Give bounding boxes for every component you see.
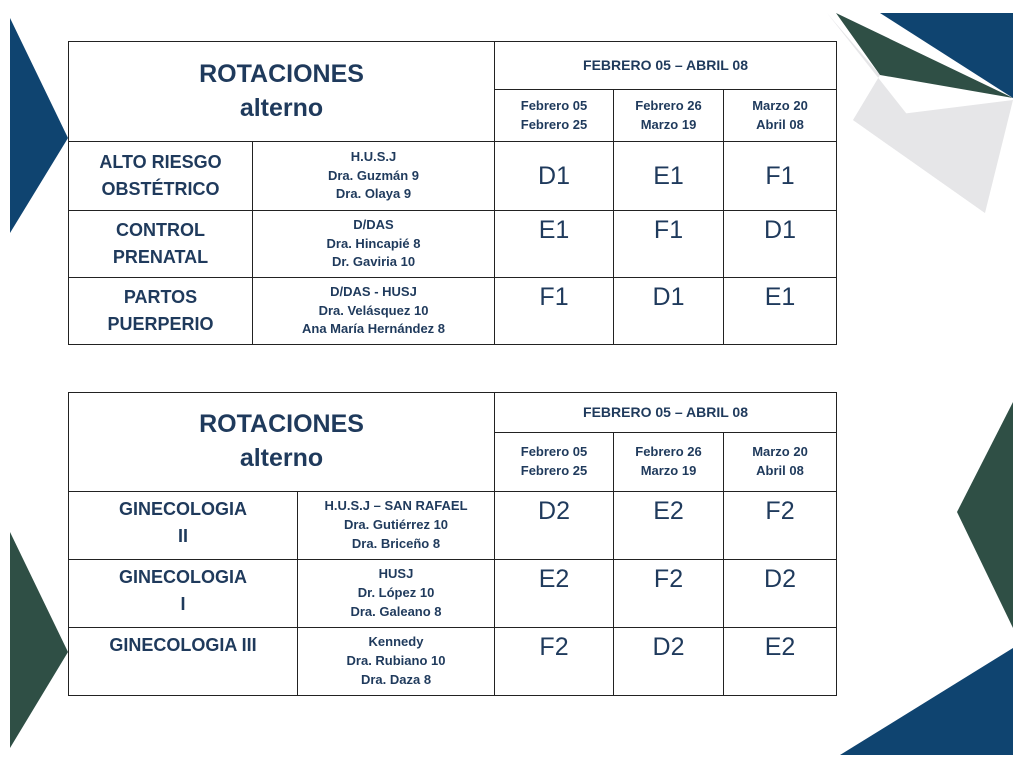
date-range-header: FEBRERO 05 – ABRIL 08 [495, 393, 837, 433]
table-row [69, 278, 837, 345]
left-green-triangle [10, 532, 68, 748]
table-row [69, 560, 837, 628]
rotation-table-1 [68, 41, 837, 345]
group-cell: F2 [724, 492, 837, 560]
table-title: ROTACIONES alterno [69, 42, 495, 142]
site-and-doctors: HUSJ Dr. López 10 Dra. Galeano 8 [298, 560, 495, 628]
group-cell: E1 [724, 278, 837, 345]
site-and-doctors: D/DAS - HUSJ Dra. Velásquez 10 Ana María Hernández 8 [253, 278, 495, 345]
period-header: Febrero 05 Febrero 25 [495, 433, 614, 492]
group-cell: E2 [495, 560, 614, 628]
period-header: Marzo 20 Abril 08 [724, 433, 837, 492]
group-cell: F2 [614, 560, 724, 628]
group-cell: E2 [614, 492, 724, 560]
group-cell: F1 [724, 142, 837, 211]
group-cell: F1 [495, 278, 614, 345]
rotation-name: GINECOLOGIA II [69, 492, 298, 560]
rotation-table-2 [68, 392, 837, 696]
group-cell: E1 [495, 211, 614, 278]
rotation-name: PARTOS PUERPERIO [69, 278, 253, 345]
site-and-doctors: Kennedy Dra. Rubiano 10 Dra. Daza 8 [298, 628, 495, 696]
period-header: Marzo 20 Abril 08 [724, 90, 837, 142]
table-row [69, 211, 837, 278]
rotation-name: ALTO RIESGO OBSTÉTRICO [69, 142, 253, 211]
date-range-header: FEBRERO 05 – ABRIL 08 [495, 42, 837, 90]
table-title: ROTACIONES alterno [69, 393, 495, 492]
site-and-doctors: H.U.S.J Dra. Guzmán 9 Dra. Olaya 9 [253, 142, 495, 211]
group-cell: F2 [495, 628, 614, 696]
group-cell: E2 [724, 628, 837, 696]
table-row [69, 628, 837, 696]
group-cell: D2 [495, 492, 614, 560]
group-cell: F1 [614, 211, 724, 278]
bottom-right-navy-triangle [840, 648, 1013, 755]
period-header: Febrero 26 Marzo 19 [614, 90, 724, 142]
group-cell: E1 [614, 142, 724, 211]
group-cell: D1 [724, 211, 837, 278]
right-green-triangle [957, 402, 1013, 628]
group-cell: D1 [495, 142, 614, 211]
rotation-name: CONTROL PRENATAL [69, 211, 253, 278]
period-header: Febrero 05 Febrero 25 [495, 90, 614, 142]
period-header: Febrero 26 Marzo 19 [614, 433, 724, 492]
left-navy-triangle [10, 18, 68, 233]
rotation-name: GINECOLOGIA I [69, 560, 298, 628]
group-cell: D2 [614, 628, 724, 696]
table-row [69, 492, 837, 560]
group-cell: D2 [724, 560, 837, 628]
site-and-doctors: H.U.S.J – SAN RAFAEL Dra. Gutiérrez 10 Dra. Briceño 8 [298, 492, 495, 560]
table-row [69, 142, 837, 211]
site-and-doctors: D/DAS Dra. Hincapié 8 Dr. Gaviria 10 [253, 211, 495, 278]
group-cell: D1 [614, 278, 724, 345]
rotation-name: GINECOLOGIA III [69, 628, 298, 696]
